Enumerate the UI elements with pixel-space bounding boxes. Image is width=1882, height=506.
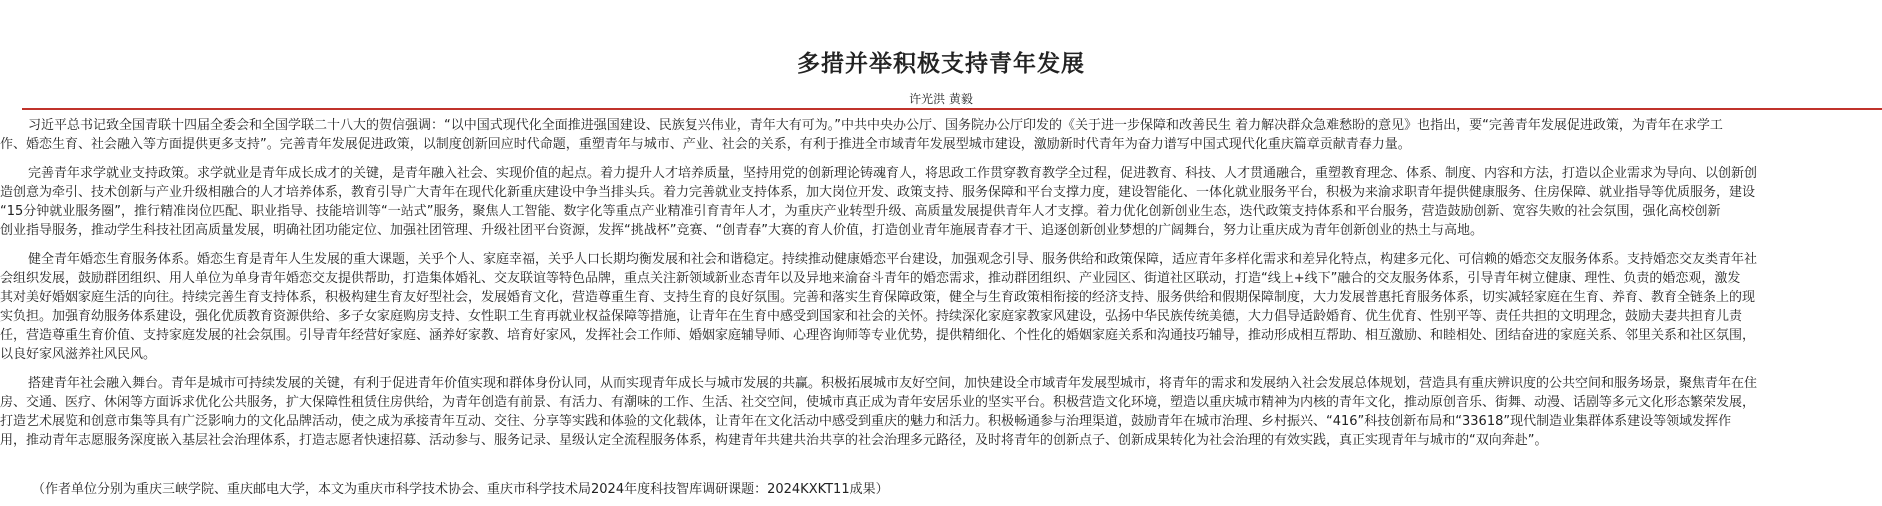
paragraph-line: 创业指导服务，推动学生科技社团高质量发展，明确社团功能定位、加强社团管理、升级社团平台资源，发挥“挑战杯”竞赛、“创青春”大赛的育人价值，打造创业青年施展青春才干、追逐创新创业梦想的广阔舞台，努力让重庆成为青年创新创业的热土与高地。 xyxy=(0,223,1483,238)
paragraph-line: 造创意为牵引、技术创新与产业升级相融合的人才培养体系，教育引导广大青年在现代化新重庆建设中争当排头兵。着力完善就业支持体系，加大岗位开发、政策支持、服务保障和平台支撑力度，建设智能化、一体化就业服务平台，积极为来渝求职青年提供健康服务、住房保障、就业指导等优质服务，建设 xyxy=(0,185,1756,200)
paragraph-marriage-childbirth xyxy=(0,250,1882,364)
paragraph-line: 其对美好婚姻家庭生活的向往。持续完善生育支持体系，积极构建生育友好型社会，发展婚育文化，营造尊重生育、支持生育的良好氛围。完善和落实生育保障政策，健全与生育政策相衔接的经济支持、服务供给和假期保障制度，大力发展普惠托育服务体系，切实减轻家庭在生育、养育、教育全链条上的现 xyxy=(0,290,1756,305)
paragraph-line: 作、婚恋生育、社会融入等方面提供更多支持”。完善青年发展促进政策，以制度创新回应时代命题，重塑青年与城市、产业、社会的关系，有利于推进全市域青年发展型城市建设，激励新时代青年为奋力谱写中国式现代化重庆篇章贡献青春力量。 xyxy=(0,137,1411,152)
article-title: 多措并举积极支持青年发展 xyxy=(797,51,1085,78)
author-affiliation-note: （作者单位分别为重庆三峡学院、重庆邮电大学，本文为重庆市科学技术协会、重庆市科学技术局2024年度科技智库调研课题：2024KXKT11成果） xyxy=(32,482,889,497)
article-body xyxy=(0,116,1882,460)
paragraph-line: 任，营造尊重生育价值、支持家庭发展的社会氛围。引导青年经营好家庭、涵养好家教、培育好家风，发挥社会工作师、婚姻家庭辅导师、心理咨询师等专业优势，提供精细化、个性化的婚姻家庭关系和沟通技巧辅导，推动形成相互帮助、相互激励、和睦相处、团结奋进的家庭关系、邻里关系和社区氛围， xyxy=(0,328,1756,343)
paragraph-line: 搭建青年社会融入舞台。青年是城市可持续发展的关键，有利于促进青年价值实现和群体身份认同，从而实现青年成长与城市发展的共赢。积极拓展城市友好空间，加快建设全市域青年发展型城市，将青年的需求和发展纳入社会发展总体规划，营造具有重庆辨识度的公共空间和服务场景，聚焦青年在住 xyxy=(28,376,1758,391)
paragraph-social-integration xyxy=(0,374,1882,450)
paragraph-line: 房、交通、医疗、休闲等方面诉求优化公共服务，扩大保障性租赁住房供给，为青年创造有前景、有活力、有潮味的工作、生活、社交空间，使城市真正成为青年安居乐业的坚实平台。积极营造文化环境，塑造以重庆城市精神为内核的青年文化，推动原创音乐、街舞、动漫、话剧等多元文化形态繁荣发展， xyxy=(0,395,1756,410)
paragraph-line: 会组织发展，鼓励群团组织、用人单位为单身青年婚恋交友提供帮助，打造集体婚礼、交友联谊等特色品牌，重点关注新领域新业态青年以及异地来渝奋斗青年的婚恋需求，推动群团组织、产业园区、街道社区联动，打造“线上+线下”融合的交友服务体系，引导青年树立健康、理性、负责的婚恋观，激发 xyxy=(0,271,1741,286)
paragraph-line: 打造艺术展览和创意市集等具有广泛影响力的文化品牌活动，使之成为承接青年互动、交往、分享等实践和体验的文化载体，让青年在文化活动中感受到重庆的魅力和活力。积极畅通参与治理渠道，鼓励青年在城市治理、乡村振兴、“416”科技创新布局和“33618”现代制造业集群体系建设等领域发挥作 xyxy=(0,414,1732,429)
paragraph-line: 用，推动青年志愿服务深度嵌入基层社会治理体系，打造志愿者快速招募、活动参与、服务记录、星级认定全流程服务体系，构建青年共建共治共享的社会治理多元路径，及时将青年的创新点子、创新成果转化为社会治理的有效实践，真正实现青年与城市的“双向奔赴”。 xyxy=(0,433,1548,448)
article-authors: 许光洪 黄毅 xyxy=(909,92,973,106)
paragraph-line: 实负担。加强育幼服务体系建设，强化优质教育资源供给、多子女家庭购房支持、女性职工生育再就业权益保障等措施，让青年在生育中感受到国家和社会的关怀。持续深化家庭家教家风建设，弘扬中华民族传统美德，大力倡导适龄婚育、优生优育、性别平等、责任共担的文明理念，鼓励夫妻共担育儿责 xyxy=(0,309,1743,324)
paragraph-line: 以良好家风滋养社风民风。 xyxy=(0,347,157,362)
paragraph-line: 习近平总书记致全国青联十四届全委会和全国学联二十八大的贺信强调：“以中国式现代化全面推进强国建设、民族复兴伟业，青年大有可为。”中共中央办公厅、国务院办公厅印发的《关于进一步保障和改善民生 着力解决群众急难愁盼的意见》也指出，要“完善青年发展促进政策，为青年在求学工 xyxy=(28,118,1723,133)
paragraph-line: 完善青年求学就业支持政策。求学就业是青年成长成才的关键，是青年融入社会、实现价值的起点。着力提升人才培养质量，坚持用党的创新理论铸魂育人，将思政工作贯穿教育教学全过程，促进教育、科技、人才贯通融合，重塑教育理念、体系、制度、内容和方法，打造以企业需求为导向、以创新创 xyxy=(28,166,1758,181)
title-divider xyxy=(22,108,1882,110)
paragraph-line: 健全青年婚恋生育服务体系。婚恋生育是青年人生发展的重大课题，关乎个人、家庭幸福，关乎人口长期均衡发展和社会和谐稳定。持续推动健康婚恋平台建设，加强观念引导、服务供给和政策保障，适应青年多样化需求和差异化特点，构建多元化、可信赖的婚恋交友服务体系。支持婚恋交友类青年社 xyxy=(28,252,1758,267)
paragraph-line: “15分钟就业服务圈”，推行精准岗位匹配、职业指导、技能培训等“一站式”服务，聚焦人工智能、数字化等重点产业精准引育青年人才，为重庆产业转型升级、高质量发展提供青年人才支撑。着力优化创新创业生态，迭代政策支持体系和平台服务，营造鼓励创新、宽容失败的社会氛围，强化高校创新 xyxy=(0,204,1721,219)
paragraph-intro xyxy=(0,116,1882,154)
paragraph-study-employment xyxy=(0,164,1882,240)
